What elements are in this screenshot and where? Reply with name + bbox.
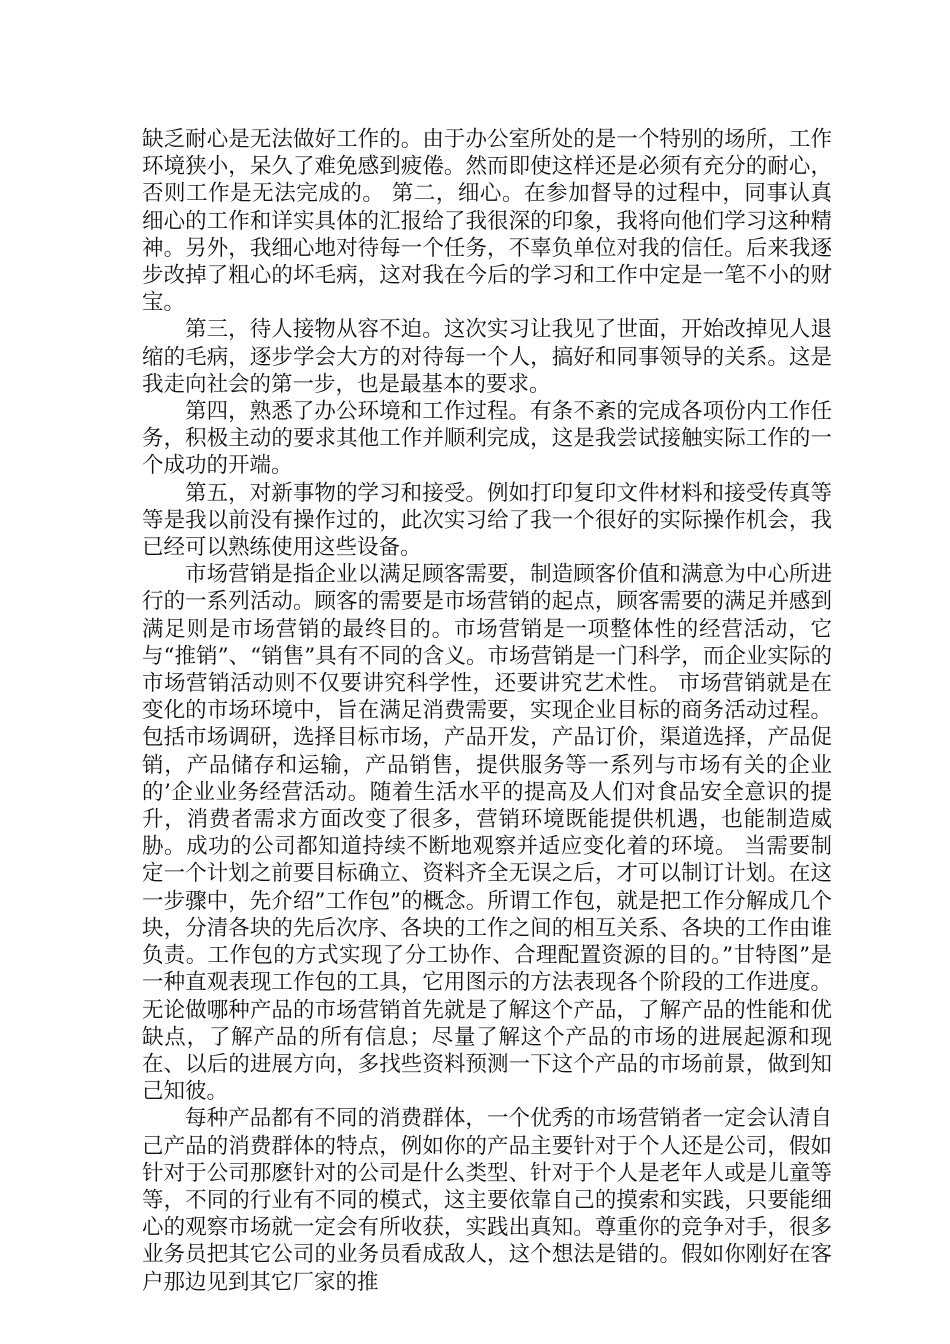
paragraph-1: 缺乏耐心是无法做好工作的。由于办公室所处的是一个特别的场所，工作环境狭小，呆久了难免感到疲倦。然而即使这样还是必须有充分的耐心，否则工作是无法完成的。 第二，细心。在参加督导的过程中，同事认真细心的工作和详实具体的汇报给了我很深的印象，我将向他们学习这种精神。另外，我细心地对待每一个任务，不辜负单位对我的信任。后来我逐步改掉了粗心的坏毛病，这对我在今后的学习和工作中定是一笔不小的财宝。 (142, 127, 832, 316)
paragraph-2: 第三，待人接物从容不迫。这次实习让我见了世面，开始改掉见人退缩的毛病，逐步学会大方的对待每一个人，搞好和同事领导的关系。这是我走向社会的第一步，也是最基本的要求。 (142, 317, 832, 397)
document-body (142, 126, 832, 1296)
paragraph-4: 第五，对新事物的学习和接受。例如打印复印文件材料和接受传真等等是我以前没有操作过的，此次实习给了我一个很好的实际操作机会，我已经可以熟练使用这些设备。 (142, 480, 832, 561)
paragraph-6: 每种产品都有不同的消费群体，一个优秀的市场营销者一定会认清自己产品的消费群体的特点，例如你的产品主要针对于个人还是公司，假如针对于公司那麽针对的公司是什么类型、针对于个人是老年人或是儿童等等，不同的行业有不同的模式，这主要依靠自己的摸索和实践，只要能细心的观察市场就一定会有所收获，实践出真知。尊重你的竞争对手，很多业务员把其它公司的业务员看成敌人，这个想法是错的。假如你刚好在客户那边见到其它厂家的推 (142, 1106, 832, 1295)
paragraph-3: 第四，熟悉了办公环境和工作过程。有条不紊的完成各项份内工作任务，积极主动的要求其他工作并顺利完成，这是我尝试接触实际工作的一个成功的开端。 (142, 399, 832, 479)
paragraph-5: 市场营销是指企业以满足顾客需要，制造顾客价值和满意为中心所进行的一系列活动。顾客的需要是市场营销的起点，顾客需要的满足并感到满足则是市场营销的最终目的。市场营销是一项整体性的经营活动，它与“推销”、“销售”具有不同的含义。市场营销是一门科学，而企业实际的市场营销活动则不仅要讲究科学性，还要讲究艺术性。 市场营销就是在变化的市场环境中，旨在满足消费需要，实现企业目标的商务活动过程。包括市场调研，选择目标市场，产品开发，产品订价，渠道选择，产品促销，产品储存和运输，产品销售，提供服务等一系列与市场有关的企业的’企业业务经营活动。随着生活水平的提高及人们对食品安全意识的提升，消费者需求方面改变了很多，营销环境既能提供机遇，也能制造威胁。成功的公司都知道持续不断地观察并适应变化着的环境。 当需要制定一个计划之前要目标确立、资料齐全无误之后，才可以制订计划。在这一步骤中，先介绍”工作包”的概念。所谓工作包，就是把工作分解成几个块，分清各块的先后次序、各块的工作之间的相互关系、各块的工作由谁负责。工作包的方式实现了分工协作、合理配置资源的目的。”甘特图”是一种直观表现工作包的工具，它用图示的方法表现各个阶段的工作进度。无论做哪种产品的市场营销首先就是了解这个产品，了解产品的性能和优缺点，了解产品的所有信息；尽量了解这个产品的市场的进展起源和现在、以后的进展方向，多找些资料预测一下这个产品的市场前景，做到知己知彼。 (142, 562, 832, 1105)
